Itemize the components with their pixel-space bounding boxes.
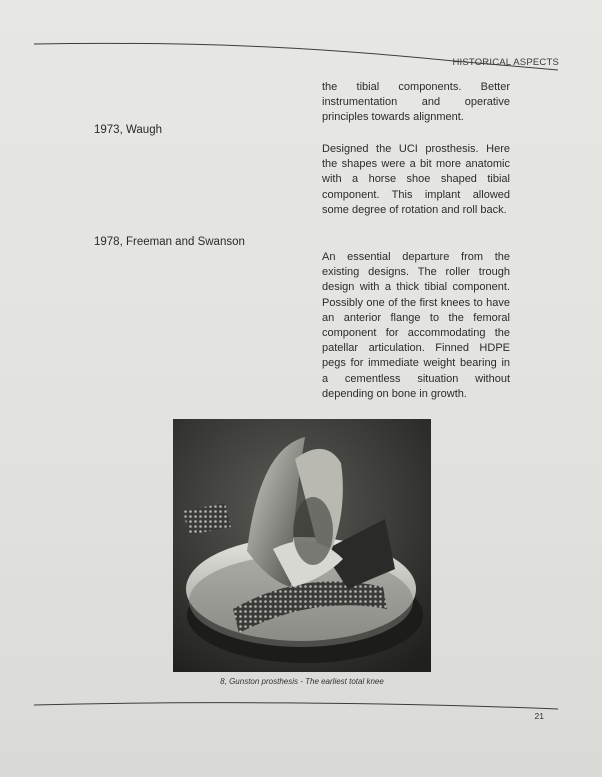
prosthesis-photo: [173, 419, 431, 672]
entry-text: the tibial components. Better instrumentation and operative principles towards alignment.: [322, 81, 510, 124]
figure-caption: 8, Gunston prosthesis - The earliest total knee: [220, 677, 384, 686]
footer-rule: [34, 697, 558, 713]
entry-text: An essential departure from the existing designs. The roller trough design with a thick tibial component. Possibly one of the first knees to have an anterior flange to the femoral component for accommodating the patellar articulation. Finned HDPE pegs for immediate weight bearing in a cementless situation without depending on bone in growth.: [322, 251, 510, 400]
page-number: 21: [534, 711, 544, 721]
entry-year-label: 1978, Freeman and Swanson: [94, 236, 245, 248]
entry-year-label: 1973, Waugh: [94, 124, 162, 136]
prosthesis-illustration: [173, 419, 431, 672]
entry-text: Designed the UCI prosthesis. Here the shapes were a bit more anatomic with a horse shoe shaped tibial component. This implant allowed some degree of rotation and roll back.: [322, 143, 510, 216]
running-head: HISTORICAL ASPECTS: [452, 57, 559, 68]
